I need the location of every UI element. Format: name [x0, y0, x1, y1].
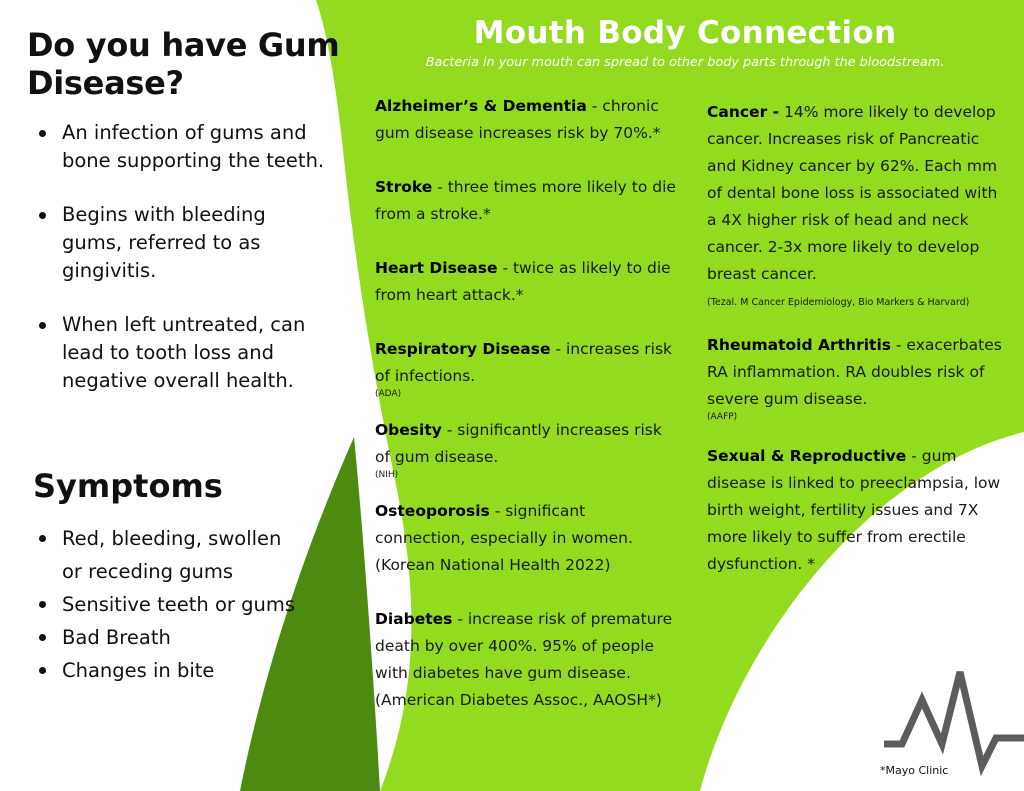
condition-text: - increases risk of infections. [375, 340, 673, 385]
symptom-item: Red, bleeding, swollen or receding gums [36, 522, 306, 588]
condition-source: (NIH) [375, 470, 399, 480]
bullet-item: Begins with bleeding gums, referred to as gingivitis. [36, 201, 326, 285]
bullet-item: When left untreated, can lead to tooth loss and negative overall health. [36, 311, 326, 395]
condition-entry [375, 417, 680, 481]
symptom-item: Sensitive teeth or gums [36, 588, 306, 621]
condition-list-middle [375, 93, 680, 741]
condition-entry [375, 498, 680, 579]
footnote-mayo-clinic: *Mayo Clinic [880, 764, 949, 777]
condition-name: Heart Disease [375, 259, 498, 277]
condition-name: Cancer - [707, 103, 780, 121]
condition-text: - significant connection, especially in women. (Korean National Health 2022) [375, 502, 633, 574]
gum-disease-bullets [36, 119, 326, 421]
condition-text: - chronic gum disease increases risk by 70%.* [375, 97, 661, 142]
page-subtitle: Bacteria in your mouth can spread to other body parts through the bloodstream. [425, 55, 945, 70]
condition-name: Respiratory Disease [375, 340, 551, 358]
condition-name: Rheumatoid Arthritis [707, 336, 891, 354]
condition-name: Sexual & Reproductive [707, 447, 907, 465]
condition-list-right [707, 99, 1007, 605]
condition-name: Diabetes [375, 610, 453, 628]
condition-text: - significantly increases risk of gum disease. [375, 421, 662, 466]
condition-text: - twice as likely to die from heart attack.* [375, 259, 671, 304]
condition-text: - three times more likely to die from a stroke.* [375, 178, 676, 223]
heartbeat-icon [884, 666, 1024, 778]
page-title: Mouth Body Connection [473, 15, 897, 51]
condition-text: 14% more likely to develop cancer. Increases risk of Pancreatic and Kidney cancer by 62%. Each mm of dental bone loss is associated with a 4X higher risk of head and neck cancer. 2-3x more likely to develop breast cancer. [707, 103, 998, 283]
condition-text: - gum disease is linked to preeclampsia, low birth weight, fertility issues and 7X more likely to suffer from erectile dysfunction. * [707, 447, 1001, 573]
condition-entry [375, 174, 680, 228]
symptoms-title: Symptoms [33, 467, 223, 505]
gum-disease-title: Do you have Gum Disease? [27, 26, 340, 102]
condition-entry [375, 255, 680, 309]
condition-source: (AAFP) [707, 412, 738, 422]
condition-entry [375, 93, 680, 147]
condition-entry [707, 332, 1007, 423]
condition-entry [707, 99, 1007, 312]
condition-entry [707, 443, 1007, 578]
symptom-item: Changes in bite [36, 654, 306, 687]
condition-entry [375, 606, 680, 714]
condition-entry [375, 336, 680, 400]
condition-text: - exacerbates RA inflammation. RA doubles risk of severe gum disease. [707, 336, 1002, 408]
bullet-item: An infection of gums and bone supporting the teeth. [36, 119, 326, 175]
symptom-item: Bad Breath [36, 621, 306, 654]
symptoms-list [36, 522, 306, 687]
condition-name: Stroke [375, 178, 433, 196]
condition-name: Obesity [375, 421, 442, 439]
condition-name: Alzheimer’s & Dementia [375, 97, 587, 115]
condition-text: - increase risk of premature death by over 400%. 95% of people with diabetes have gum disease. (American Diabetes Assoc., AAOSH*) [375, 610, 673, 709]
condition-source: (Tezal. M Cancer Epidemiology, Bio Markers & Harvard) [707, 297, 970, 308]
condition-source: (ADA) [375, 389, 402, 399]
condition-name: Osteoporosis [375, 502, 490, 520]
